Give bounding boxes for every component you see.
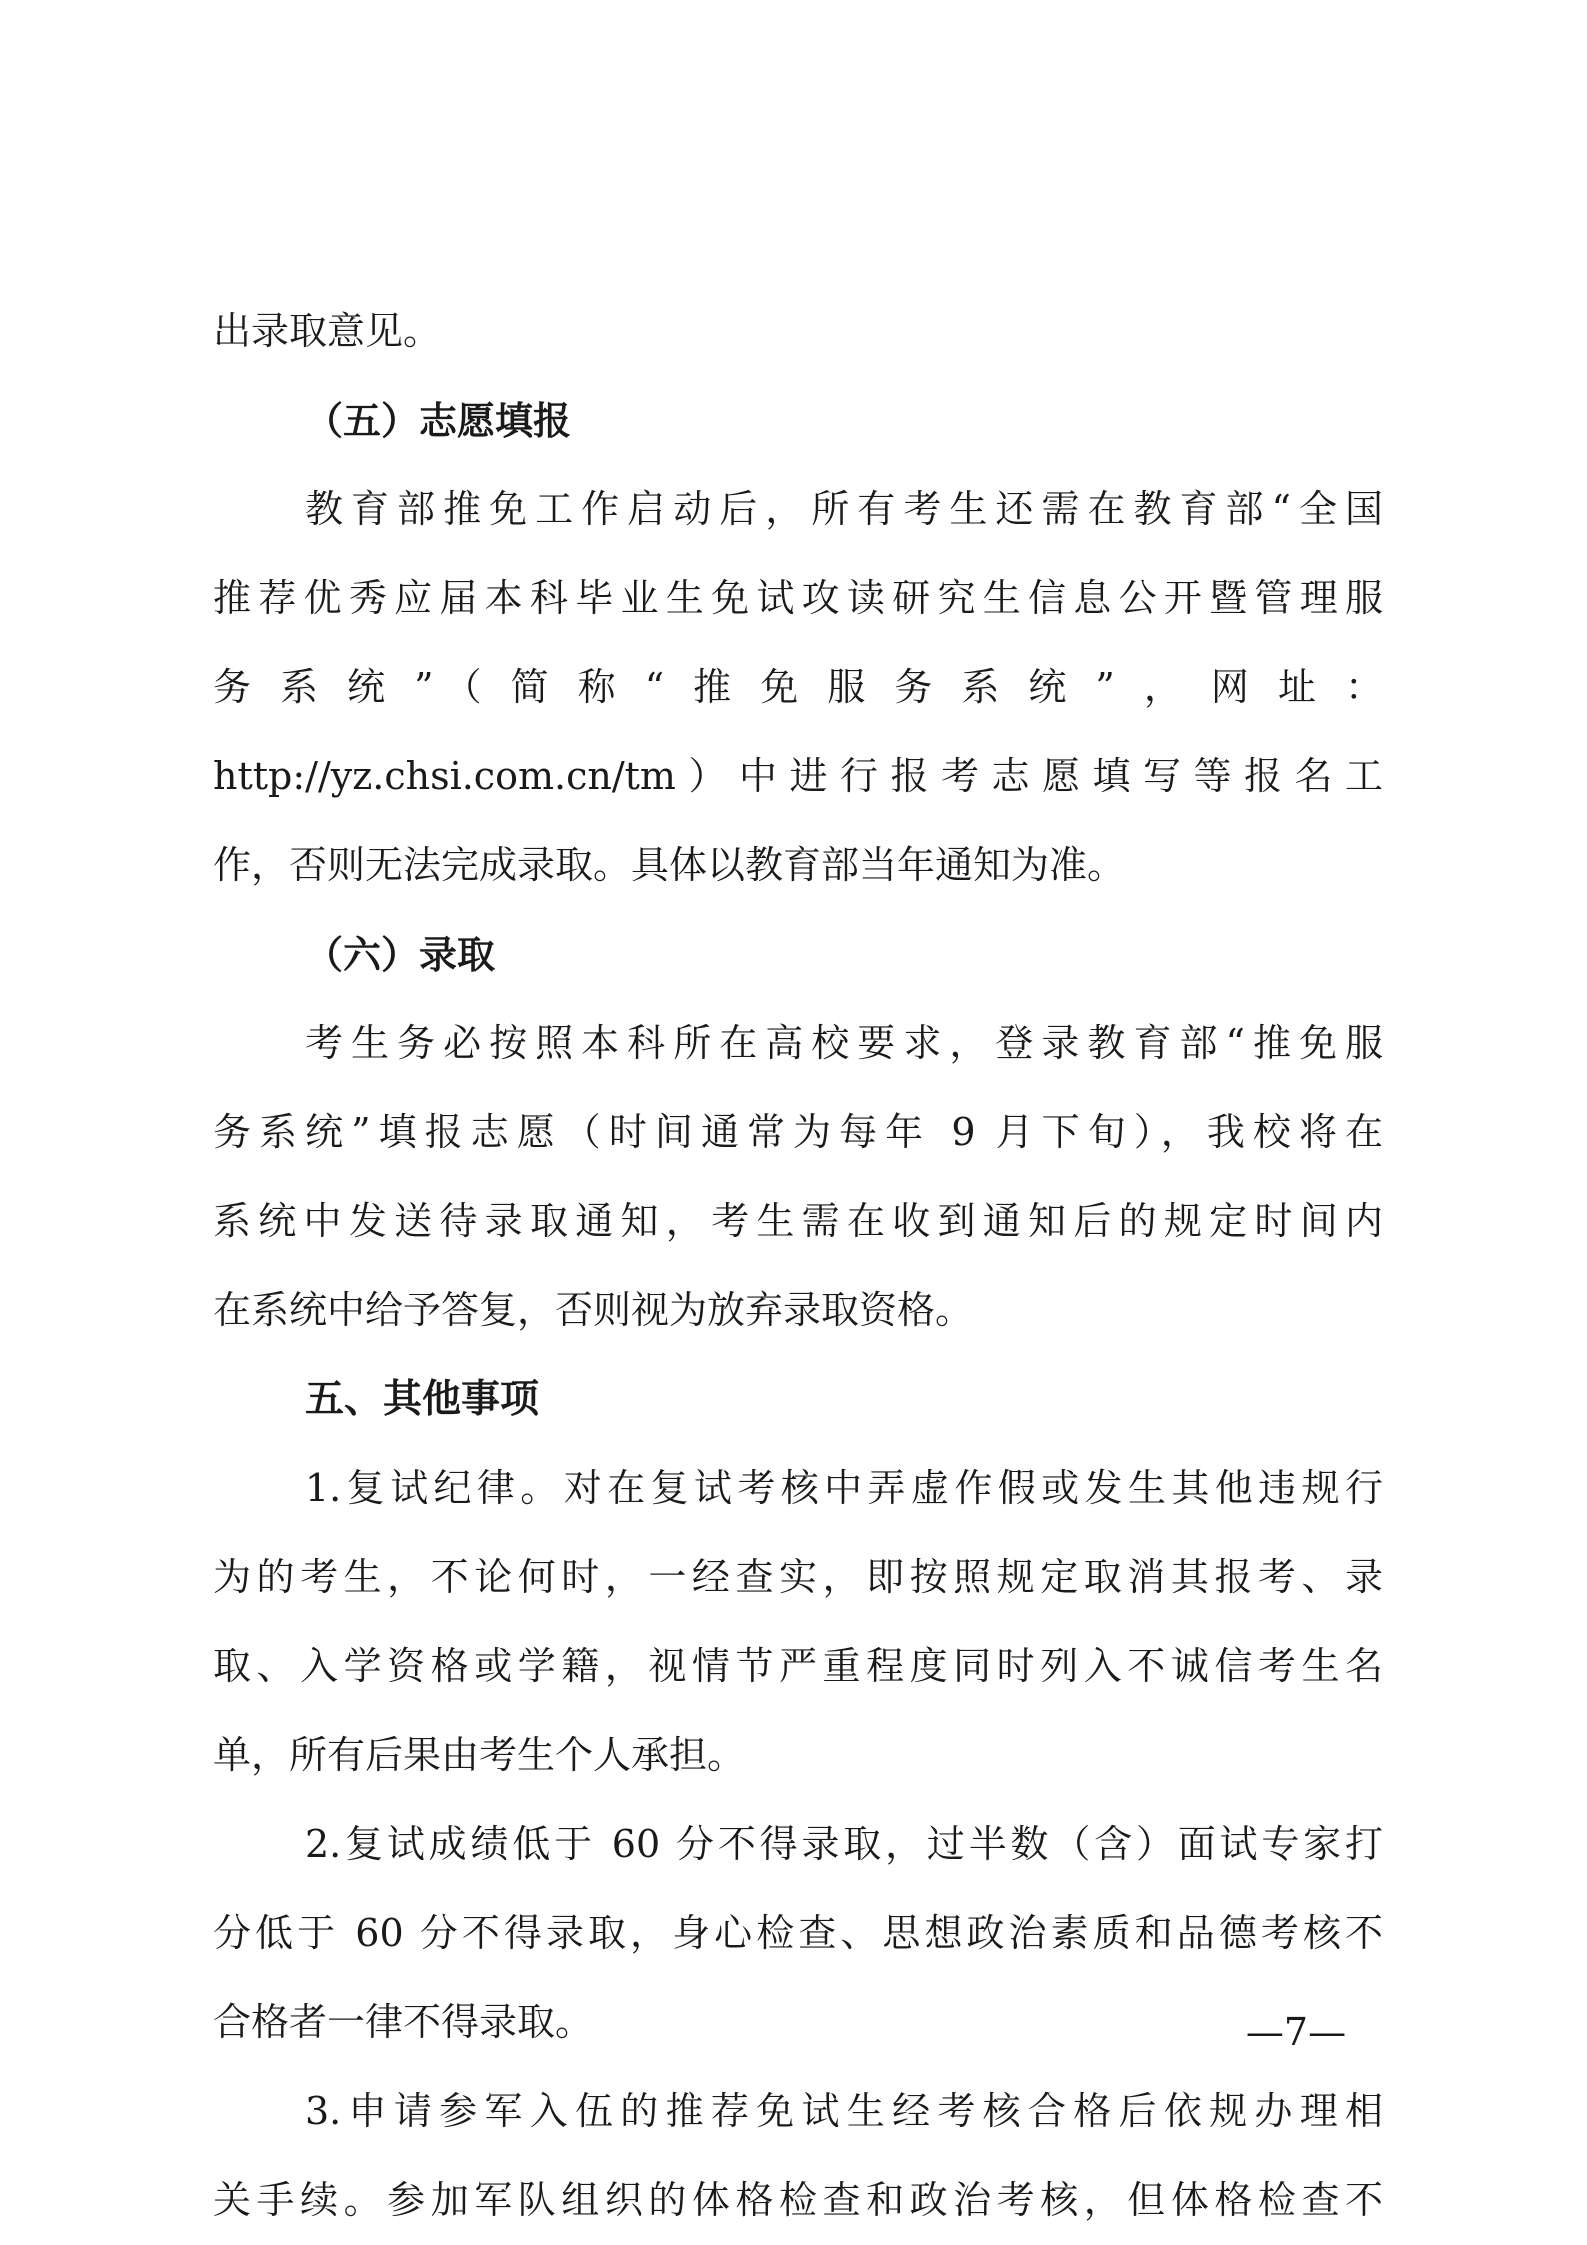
paragraph-line: 为的考生，不论何时，一经查实，即按照规定取消其报考、录: [213, 1555, 1383, 1599]
paragraph-line: 单，所有后果由考生个人承担。: [213, 1733, 746, 1777]
paragraph-line: 3.申请参军入伍的推荐免试生经考核合格后依规办理相: [305, 2089, 1383, 2133]
section-heading-other-matters: 五、其他事项: [305, 1377, 540, 1422]
paragraph-line: 取、入学资格或学籍，视情节严重程度同时列入不诚信考生名: [213, 1644, 1383, 1688]
paragraph-line: 作，否则无法完成录取。具体以教育部当年通知为准。: [213, 843, 1126, 887]
paragraph-line: 1.复试纪律。对在复试考核中弄虚作假或发生其他违规行: [305, 1466, 1383, 1510]
section-heading-admission: （六）录取: [305, 932, 496, 977]
section-heading-volunteer-application: （五）志愿填报: [305, 398, 572, 443]
paragraph-line: 关手续。参加军队组织的体格检查和政治考核，但体格检查不: [213, 2178, 1383, 2222]
paragraph-line: 合格者一律不得录取。: [213, 2000, 594, 2044]
paragraph-line: 2.复试成绩低于 60 分不得录取，过半数（含）面试专家打: [305, 1822, 1383, 1866]
paragraph-line: 系统中发送待录取通知，考生需在收到通知后的规定时间内: [213, 1199, 1383, 1243]
body-text: [213, 287, 1383, 2245]
paragraph-line: 出录取意见。: [213, 309, 442, 353]
paragraph-line: 务系统”填报志愿（时间通常为每年 9 月下旬），我校将在: [213, 1110, 1383, 1154]
paragraph-line: 在系统中给予答复，否则视为放弃录取资格。: [213, 1288, 974, 1332]
page-number: —7—: [1245, 2010, 1347, 2054]
paragraph-line-url: http://yz.chsi.com.cn/tm）中进行报考志愿填写等报名工: [213, 754, 1383, 798]
paragraph-line: 考生务必按照本科所在高校要求，登录教育部“推免服: [305, 1021, 1383, 1065]
paragraph-line: 务系统”（简称“推免服务系统”，网址：: [213, 665, 1383, 709]
paragraph-line: 分低于 60 分不得录取，身心检查、思想政治素质和品德考核不: [213, 1911, 1383, 1955]
paragraph-line: 教育部推免工作启动后，所有考生还需在教育部“全国: [305, 487, 1383, 531]
paragraph-line: 推荐优秀应届本科毕业生免试攻读研究生信息公开暨管理服: [213, 576, 1383, 620]
